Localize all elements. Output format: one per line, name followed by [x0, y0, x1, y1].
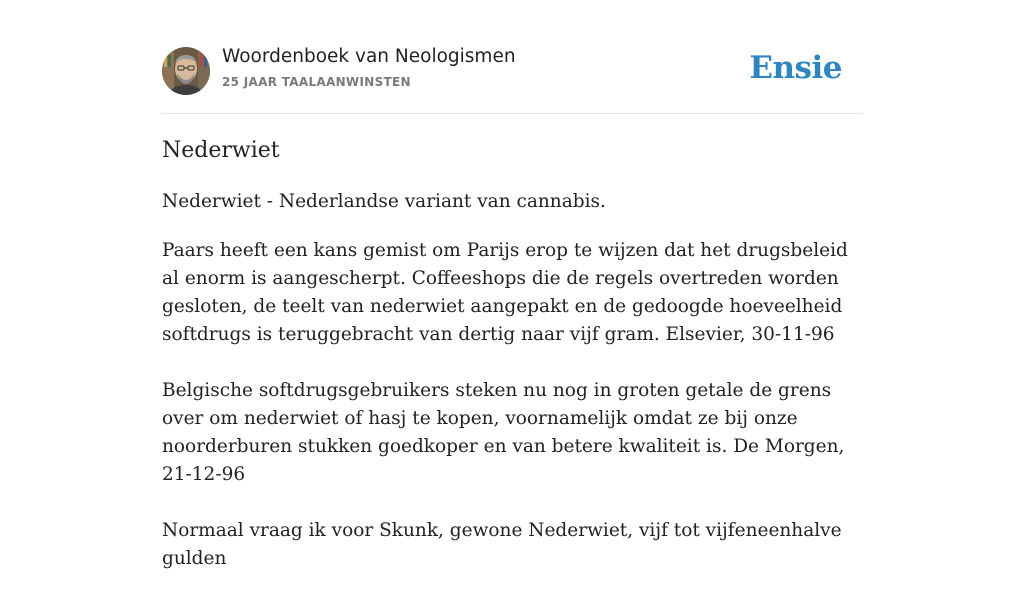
- quote-paragraph: Paars heeft een kans gemist om Parijs erop te wijzen dat het drugsbeleid al enorm is aangescherpt. Coffeeshops die de regels overtreden worden gesloten, de teelt van nederwiet aangepakt en de gedoogde hoeveelheid softdrugs is teruggebracht van dertig naar vijf gram. Elsevier, 30-11-96: [162, 240, 848, 345]
- author-portrait-icon: [162, 47, 210, 95]
- quote-paragraph: Normaal vraag ik voor Skunk, gewone Nederwiet, vijf tot vijfeneenhalve gulden: [162, 520, 842, 569]
- entry-definition: Nederwiet - Nederlandse variant van cannabis.: [162, 191, 606, 212]
- author-avatar[interactable]: [162, 47, 210, 95]
- site-header: [162, 0, 862, 114]
- entry-title: Nederwiet: [162, 138, 280, 163]
- site-title[interactable]: Woordenboek van Neologismen: [222, 46, 516, 67]
- ensie-logo-link[interactable]: Ensie: [749, 50, 842, 86]
- site-subtitle: 25 JAAR TAALAANWINSTEN: [222, 75, 411, 89]
- page-container: [162, 0, 862, 569]
- quote-paragraph: Belgische softdrugsgebruikers steken nu nog in groten getale de grens over om nederwiet of hasj te kopen, voornamelijk omdat ze bij onze noorderburen stukken goedkoper en van betere kwaliteit is. De Morgen, 21-12-96: [162, 380, 845, 485]
- entry-quotes: [162, 237, 868, 601]
